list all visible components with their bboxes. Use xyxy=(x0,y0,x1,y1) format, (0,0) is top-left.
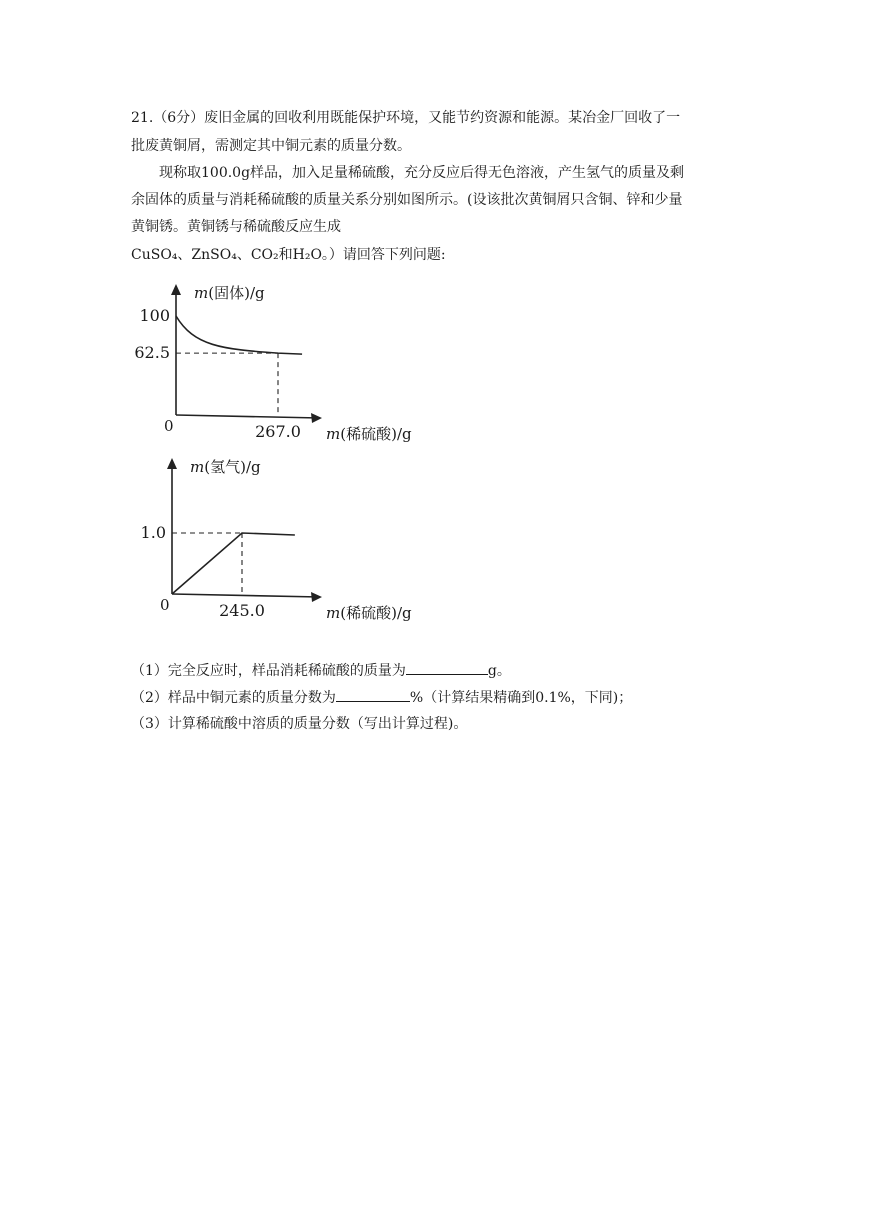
y-tick-label: 100 xyxy=(139,306,170,325)
x-axis xyxy=(176,415,320,418)
y-axis-label: m(固体)/g xyxy=(194,284,265,302)
y-axis-arrow xyxy=(167,458,177,469)
q2-answer-blank[interactable] xyxy=(336,687,410,702)
question-intro-line-6: CuSO₄、ZnSO₄、CO₂和H₂O。）请回答下列问题: xyxy=(131,247,446,263)
y-axis-label: m(氢气)/g xyxy=(190,458,261,476)
q2-text: （2）样品中铜元素的质量分数为 xyxy=(131,690,336,706)
question-intro-line-4: 余固体的质量与消耗稀硫酸的质量关系分别如图所示。(设该批次黄铜屑只含铜、锌和少量 xyxy=(131,192,683,208)
series-line xyxy=(172,533,295,594)
y-tick-label: 62.5 xyxy=(134,343,170,363)
q1-text: （1）完全反应时，样品消耗稀硫酸的质量为 xyxy=(131,663,406,679)
x-axis-arrow xyxy=(311,592,322,602)
question-intro-line-1: 21.（6分）废旧金属的回收利用既能保护环境，又能节约资源和能源。某冶金厂回收了一 xyxy=(131,110,681,126)
q1-unit: g。 xyxy=(487,663,511,679)
question-intro-line-2: 批废黄铜屑，需测定其中铜元素的质量分数。 xyxy=(131,138,411,154)
y-axis-arrow xyxy=(171,284,181,295)
sub-question-2 xyxy=(131,687,632,708)
question-intro-line-5: 黄铜锈。黄铜锈与稀硫酸反应生成 xyxy=(131,219,341,235)
x-tick-label: 267.0 xyxy=(255,422,301,441)
x-tick-label: 245.0 xyxy=(219,601,265,620)
x-axis-label: m(稀硫酸)/g xyxy=(326,425,412,443)
origin-label: 0 xyxy=(164,417,174,435)
x-axis-label: m(稀硫酸)/g xyxy=(326,604,412,622)
x-axis-arrow xyxy=(311,413,322,423)
question-intro-line-3: 现称取100.0g样品，加入足量稀硫酸，充分反应后得无色溶液，产生氢气的质量及剩 xyxy=(159,165,685,181)
q1-answer-blank[interactable] xyxy=(406,660,488,675)
series-line xyxy=(176,316,302,354)
hydrogen-mass-chart xyxy=(120,450,460,640)
solid-mass-chart xyxy=(120,272,460,462)
x-axis xyxy=(172,594,320,597)
origin-label: 0 xyxy=(160,596,170,614)
sub-question-1 xyxy=(131,660,511,681)
q2-unit: %（计算结果精确到0.1%，下同)； xyxy=(409,690,633,706)
y-tick-label: 1.0 xyxy=(140,523,166,542)
sub-question-3: （3）计算稀硫酸中溶质的质量分数（写出计算过程)。 xyxy=(131,716,468,732)
